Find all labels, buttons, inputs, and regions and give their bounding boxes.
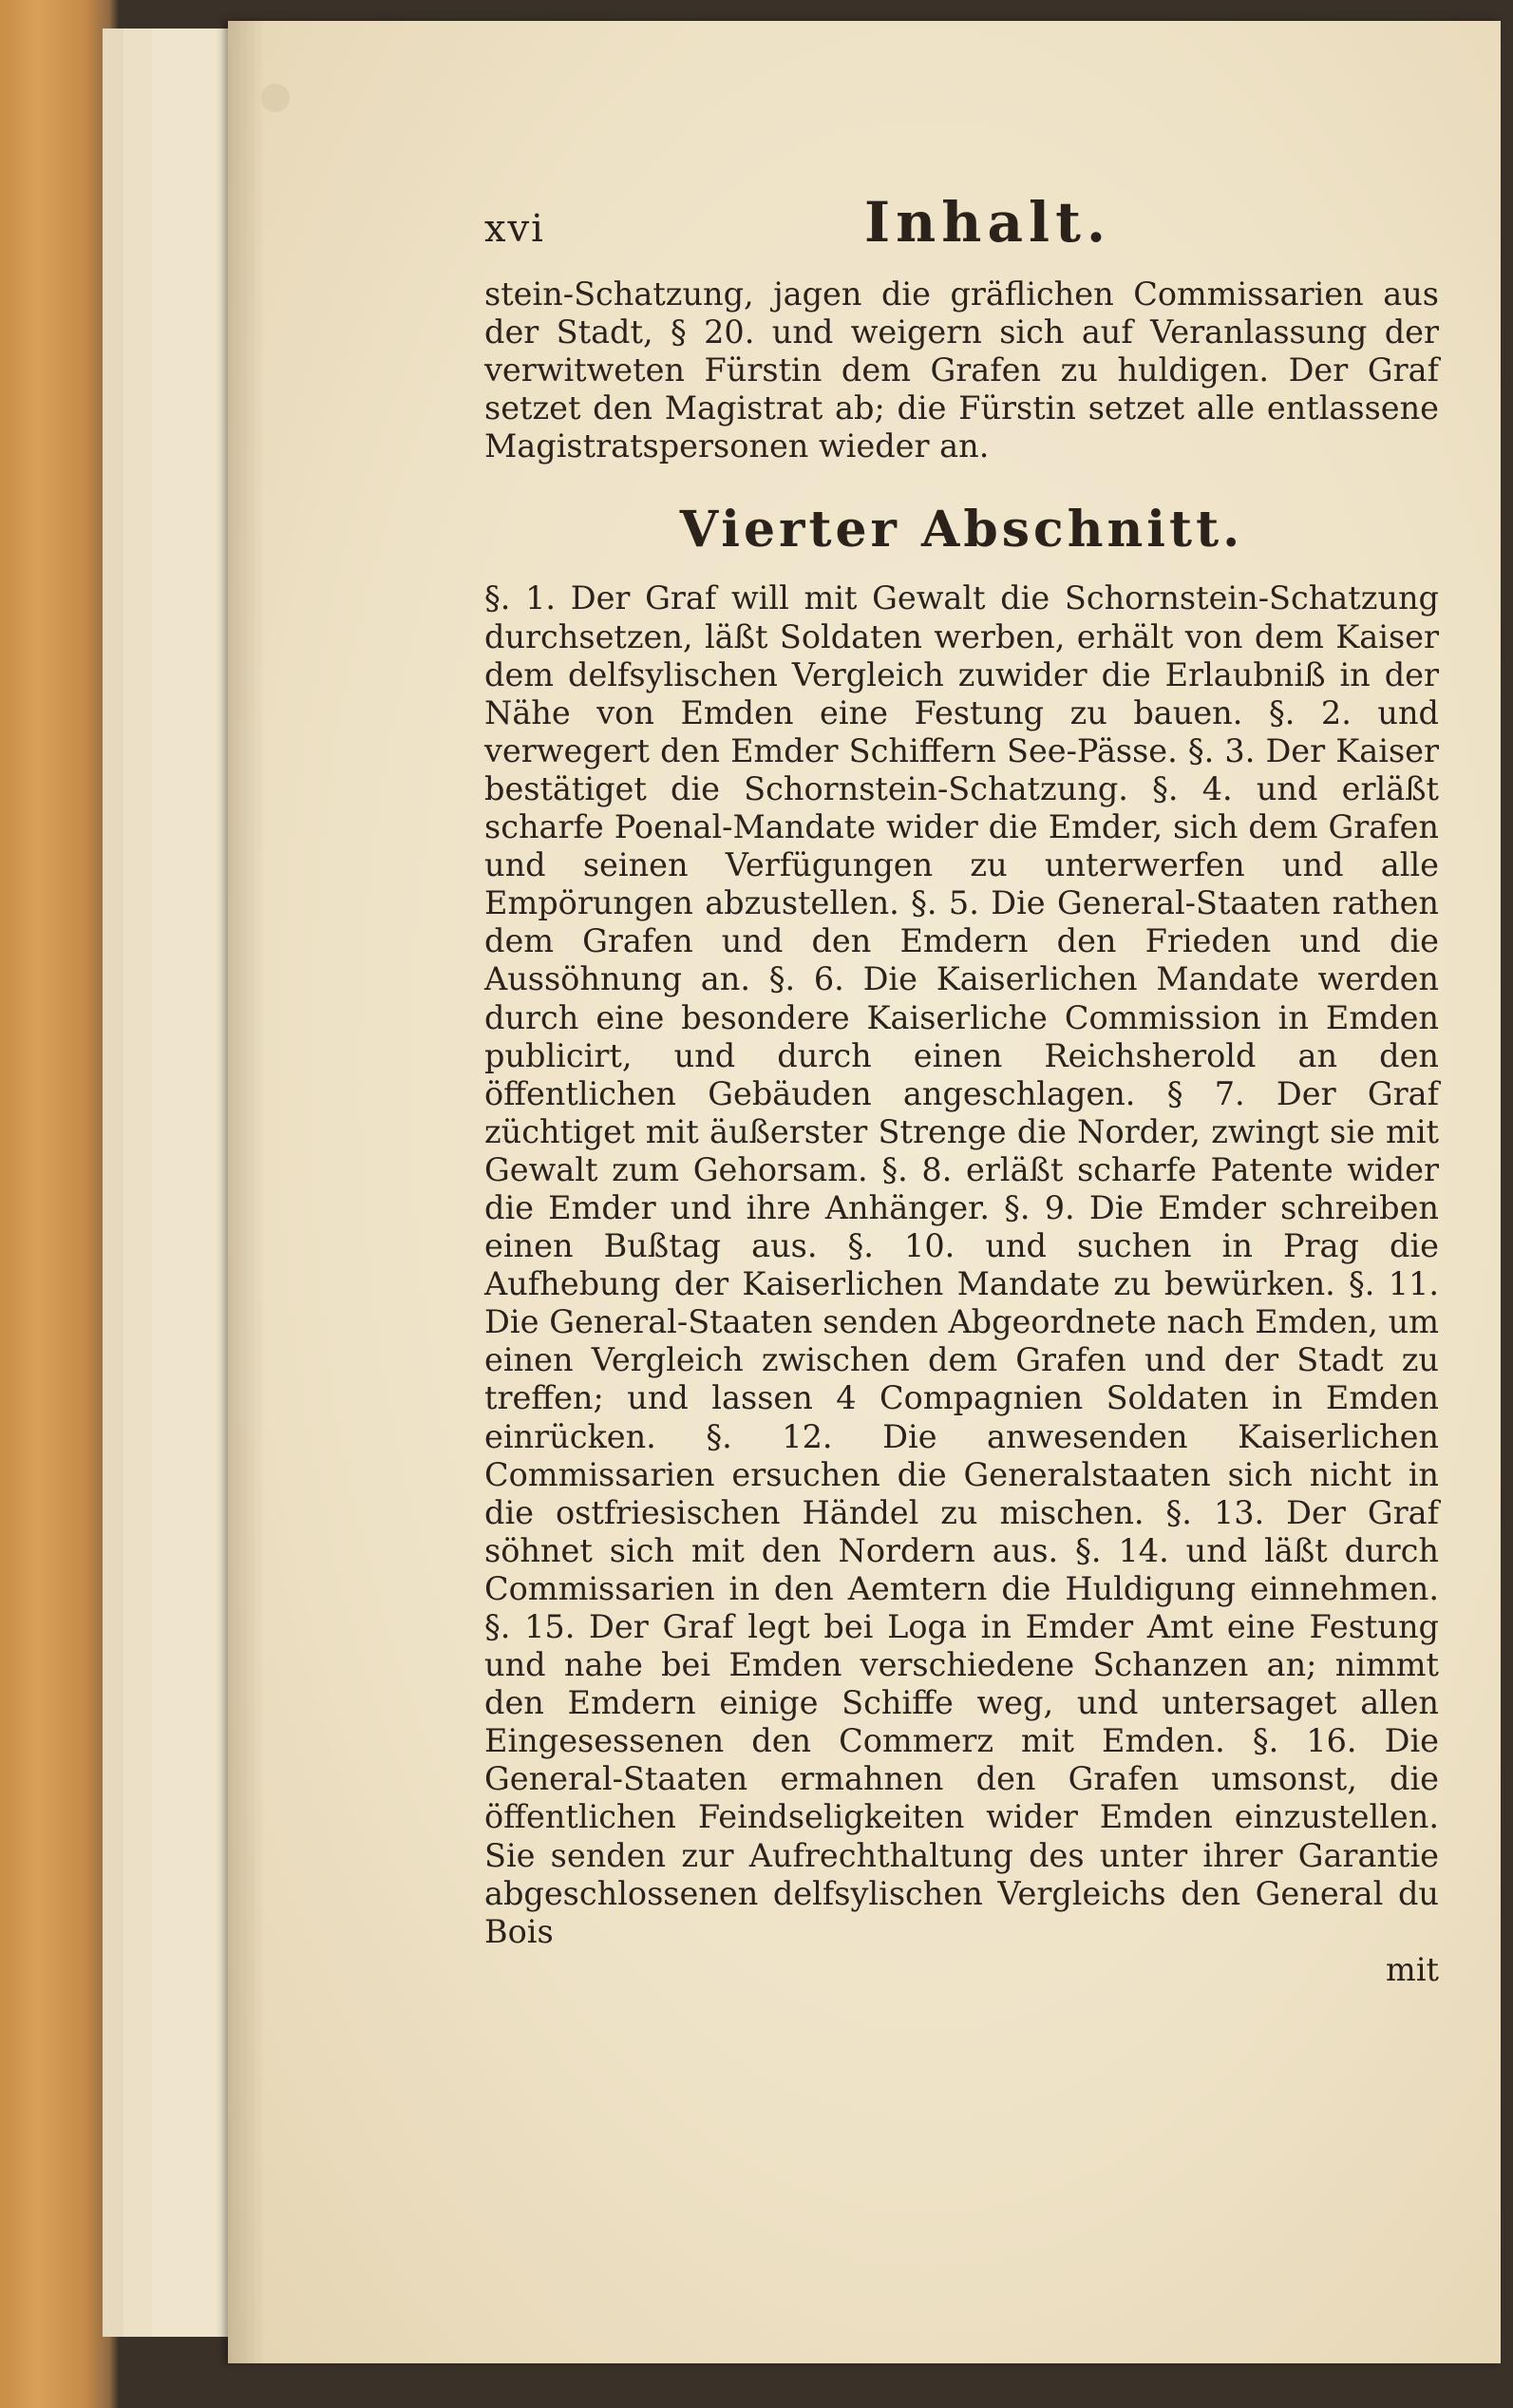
page-edge-1 <box>103 28 124 2337</box>
section-paragraph: §. 1. Der Graf will mit Gewalt die Schornstein-Schatzung durchsetzen, läßt Soldaten werben, erhält von dem Kaiser dem delfsylischen Vergleich zuwider die Erlaubniß in der Nähe von Emden eine Festung zu bauen. §. 2. und verwegert den Emder Schiffern See-Pässe. §. 3. Der Kaiser bestätiget die Schornstein-Schatzung. §. 4. und erläßt scharfe Poenal-Mandate wider die Emder, sich dem Grafen und seinen Verfügungen zu unterwerfen und alle Empörungen abzustellen. §. 5. Die General-Staaten rathen dem Grafen und den Emdern den Frieden und die Aussöhnung an. §. 6. Die Kaiserlichen Mandate werden durch eine besondere Kaiserliche Commission in Emden publicirt, und durch einen Reichsherold an den öffentlichen Gebäuden angeschlagen. § 7. Der Graf züchtiget mit äußerster Strenge die Norder, zwingt sie mit Gewalt zum Gehorsam. §. 8. erläßt scharfe Patente wider die Emder und ihre Anhänger. §. 9. Die Emder schreiben einen Bußtag aus. §. 10. und suchen in Prag die Aufhebung der Kaiserlichen Mandate zu bewürken. §. 11. Die General-Staaten senden Abgeordnete nach Emden, um einen Vergleich zwischen dem Grafen und der Stadt zu treffen; und lassen 4 Compagnien Soldaten in Emden einrücken. §. 12. Die anwesenden Kaiserlichen Commissarien ersuchen die Generalstaaten sich nicht in die ostfriesischen Händel zu mischen. §. 13. Der Graf söhnet sich mit den Nordern aus. §. 14. und läßt durch Commissarien in den Aemtern die Huldigung einnehmen. §. 15. Der Graf legt bei Loga in Emder Amt eine Festung und nahe bei Emden verschiedene Schanzen an; nimmt den Emdern einige Schiffe weg, und untersaget allen Eingesessenen den Commerz mit Emden. §. 16. Die General-Staaten ermahnen den Grafen umsonst, die öffentlichen Feindseligkeiten wider Emden einzustellen. Sie senden zur Aufrechthaltung des unter ihrer Garantie abgeschlossenen delfsylischen Vergleichs den General du Bois <box>484 579 1439 1950</box>
catchword: mit <box>1386 1950 1439 1988</box>
opening-paragraph: stein-Schatzung, jagen die gräflichen Commissarien aus der Stadt, § 20. und weigern sich auf Veranlassung der verwitweten Fürstin dem Grafen zu huldigen. Der Graf setzet den Magistrat ab; die Fürstin setzet alle entlassene Magistratspersonen wieder an. <box>484 275 1439 465</box>
page-content <box>484 190 1439 1989</box>
running-head: Inhalt. <box>864 190 1112 255</box>
page-header <box>484 190 1439 275</box>
page-blemish <box>261 84 290 112</box>
page-edge-2 <box>123 28 153 2337</box>
page-number: xvi <box>484 207 545 251</box>
page-edge-3 <box>152 28 229 2337</box>
section-heading: Vierter Abschnitt. <box>679 501 1244 559</box>
